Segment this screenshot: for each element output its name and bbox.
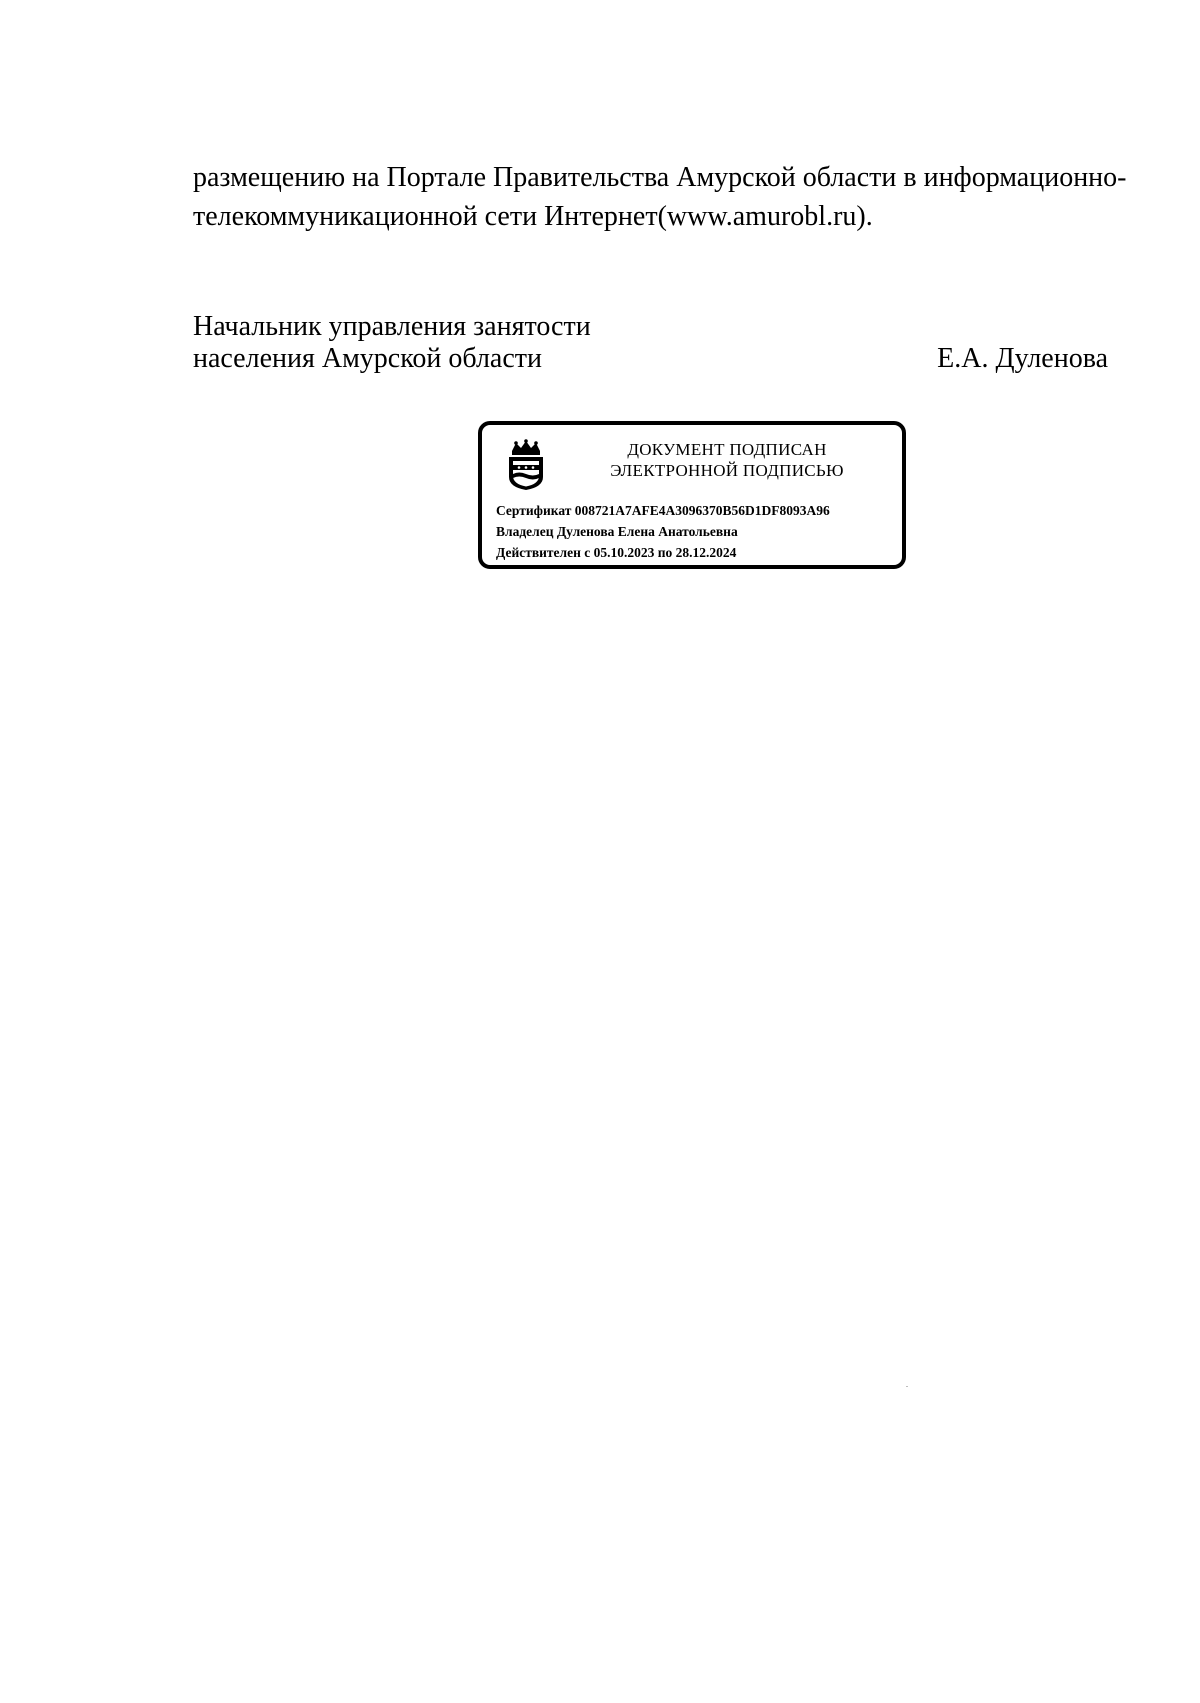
body-paragraph [193,158,1127,236]
stamp-heading [562,439,892,481]
electronic-signature-stamp [478,421,906,569]
signatory-position-line: Начальник управления занятости [193,311,591,342]
signatory-name: Е.А. Дуленова [937,343,1108,374]
scan-speck [906,1386,908,1387]
signatory-position [193,311,591,375]
paragraph-line: размещению на Портале Правительства Амурской области в информационно- [193,162,1127,193]
stamp-heading-line: ДОКУМЕНТ ПОДПИСАН [627,440,827,459]
stamp-details [496,500,830,563]
coat-of-arms-icon [504,439,548,491]
stamp-validity: Действителен с 05.10.2023 по 28.12.2024 [496,545,737,560]
signatory-position-line: населения Амурской области [193,343,542,374]
paragraph-line: телекоммуникационной сети Интернет(www.amurobl.ru). [193,201,873,232]
stamp-certificate: Сертификат 008721A7AFE4A3096370B56D1DF8093A96 [496,503,830,518]
stamp-heading-line: ЭЛЕКТРОННОЙ ПОДПИСЬЮ [610,461,844,480]
stamp-owner: Владелец Дуленова Елена Анатольевна [496,524,738,539]
